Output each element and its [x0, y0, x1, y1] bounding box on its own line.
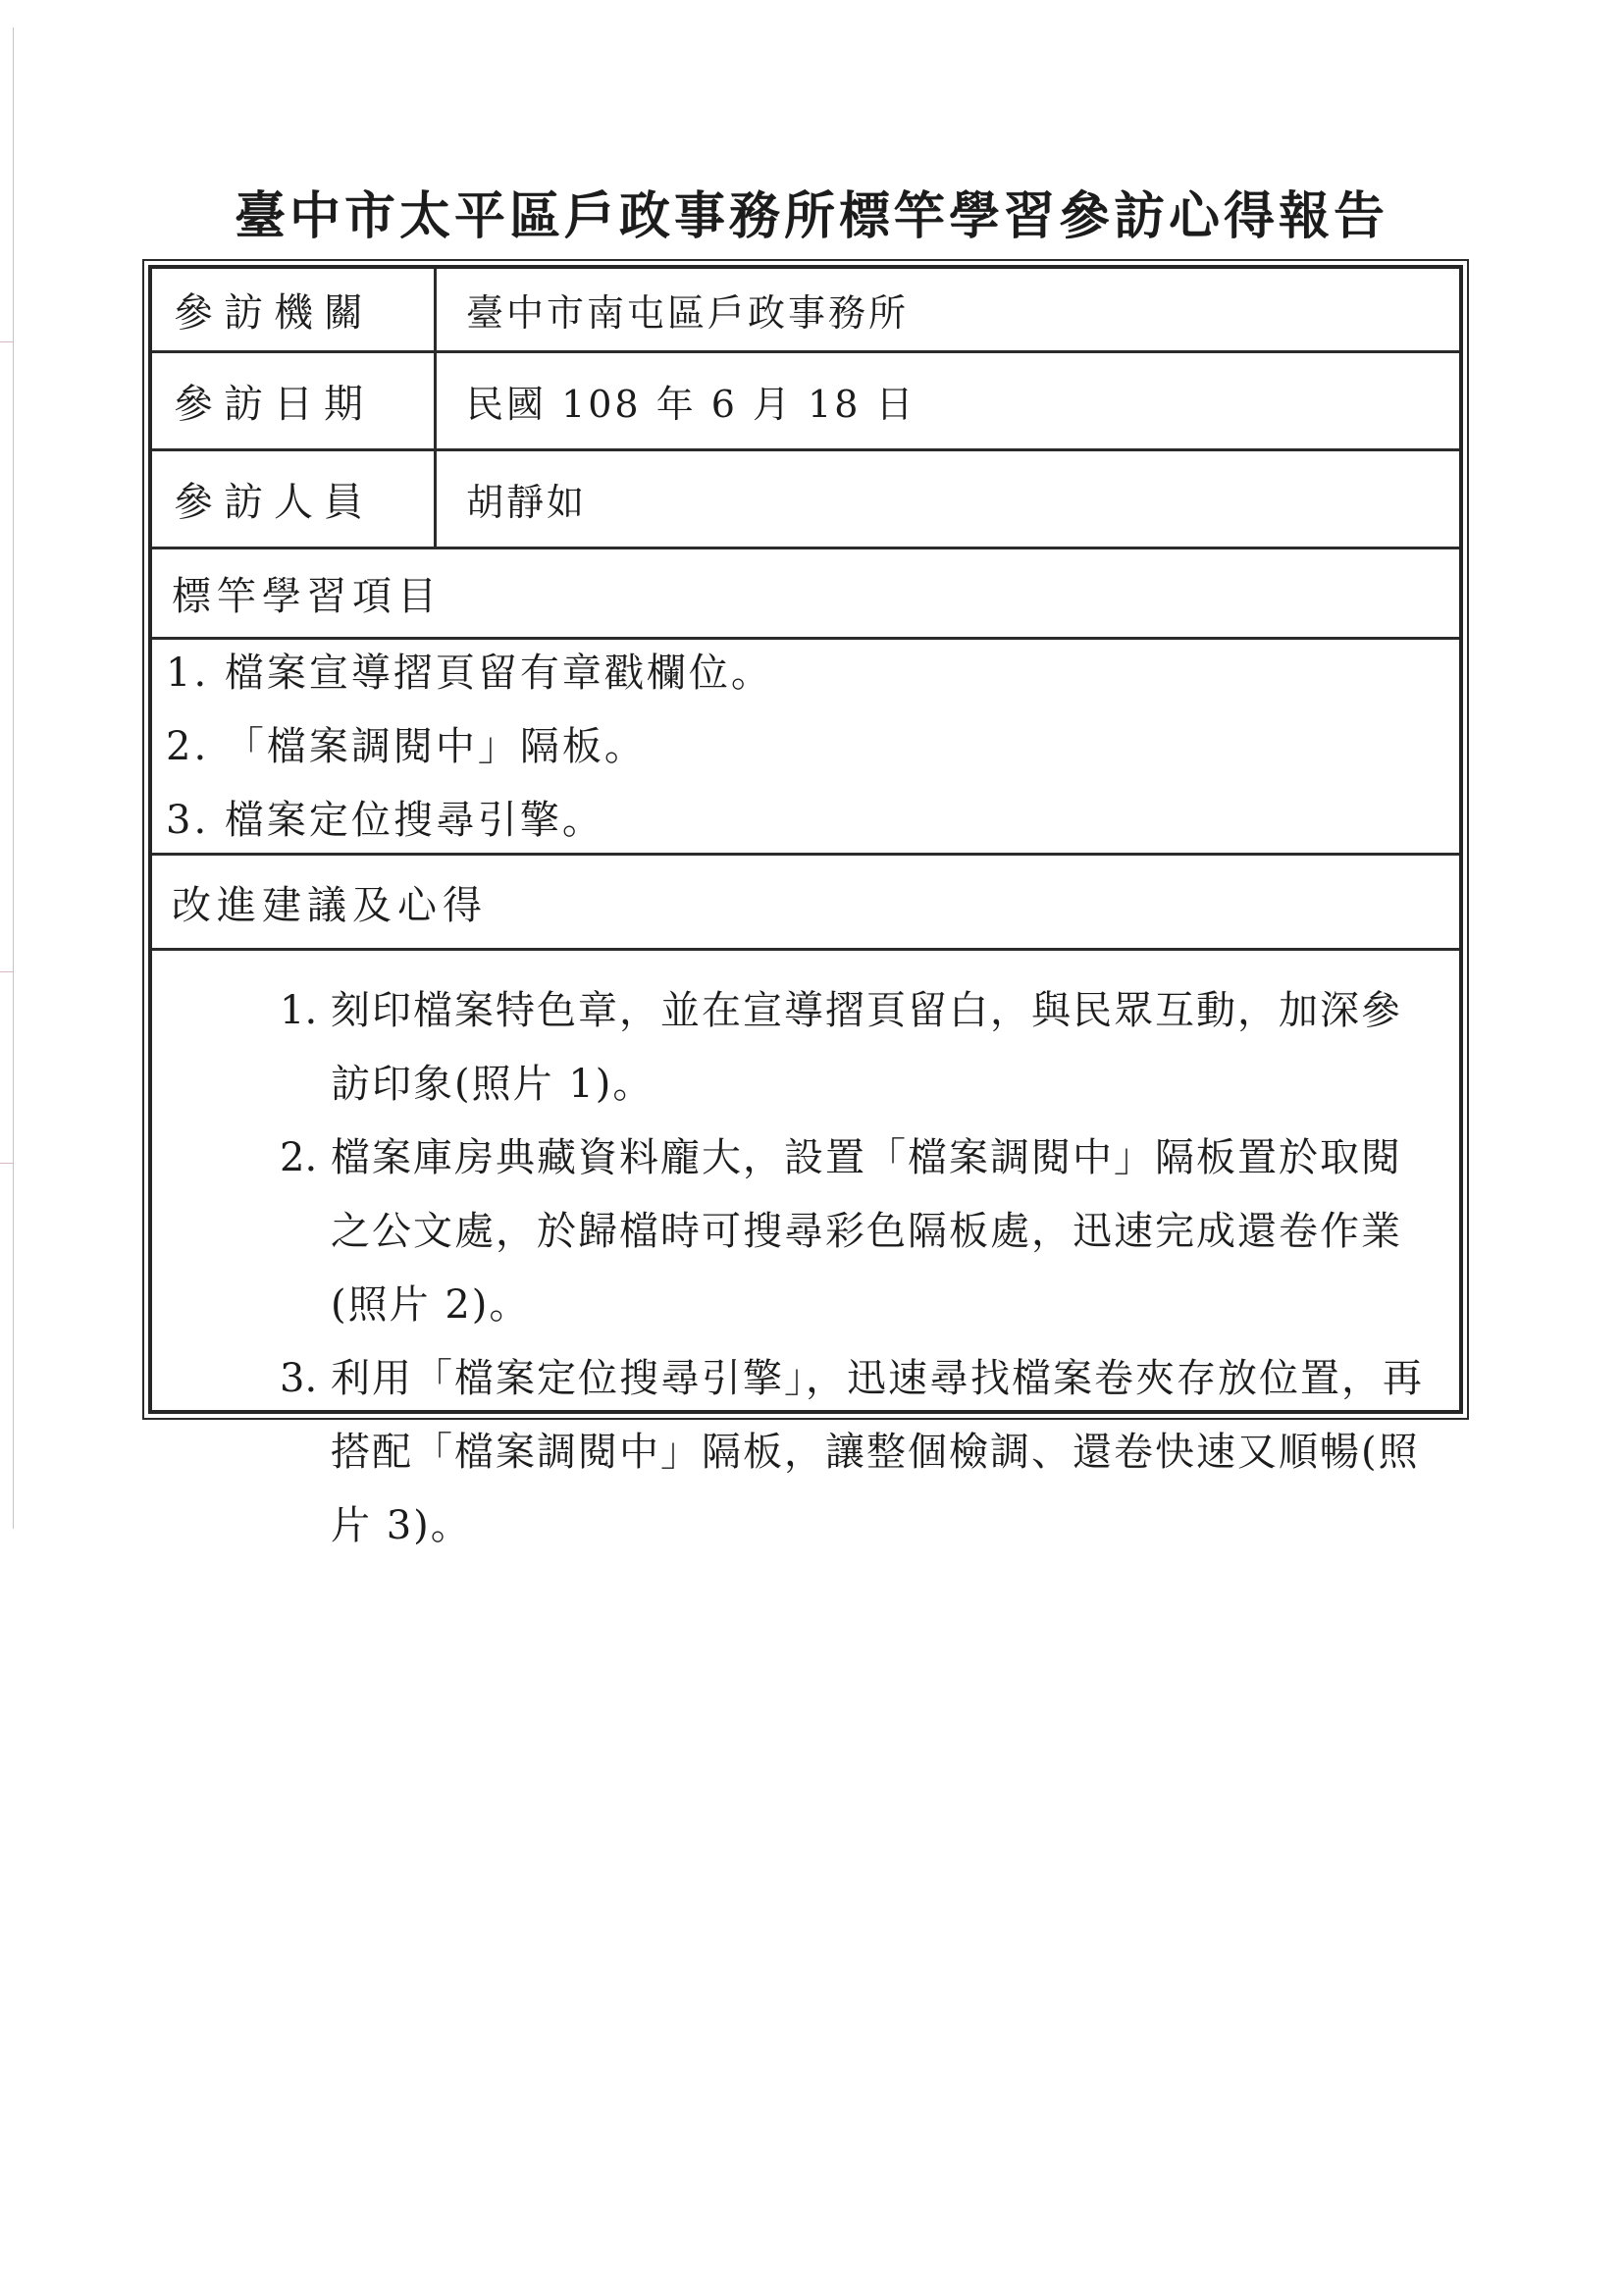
- scan-artifact-tick: [0, 341, 14, 342]
- row-label-visited-agency: 參訪機關: [152, 269, 437, 350]
- suggestion-section-header: 改進建議及心得: [172, 882, 488, 928]
- suggestion-item: [280, 974, 1441, 1122]
- benchmark-item: 2. 「檔案調閱中」隔板。: [166, 724, 647, 769]
- row-value-visited-agency: 臺中市南屯區戶政事務所: [466, 291, 910, 335]
- suggestion-item: [280, 1342, 1441, 1563]
- page-title: 臺中市太平區戶政事務所標竿學習參訪心得報告: [234, 186, 1388, 246]
- suggestion-item-text: 檔案庫房典藏資料龐大，設置「檔案調閱中」隔板置於取閱之公文處，於歸檔時可搜尋彩色隔板處，迅速完成還卷作業(照片 2)。: [331, 1135, 1402, 1328]
- benchmark-item: 3. 檔案定位搜尋引擎。: [166, 798, 604, 843]
- table-row-visited-agency: [152, 269, 1459, 353]
- benchmark-item-list: [152, 640, 1459, 853]
- table-row-benchmark-header: [152, 549, 1459, 640]
- table-row-suggestion-items: [152, 951, 1459, 1548]
- row-value-visit-date: 民國 108 年 6 月 18 日: [466, 383, 916, 426]
- table-row-benchmark-items: [152, 640, 1459, 856]
- suggestion-item-list: [152, 951, 1459, 1548]
- scan-artifact-tick: [0, 1163, 14, 1164]
- scan-artifact-tick: [0, 971, 14, 972]
- suggestion-item-text: 利用「檔案定位搜尋引擎」，迅速尋找檔案卷夾存放位置，再搭配「檔案調閱中」隔板，讓整個檢調、還卷快速又順暢(照片 3)。: [331, 1356, 1424, 1548]
- table-row-visitors: [152, 451, 1459, 549]
- suggestion-item-number: 3.: [280, 1356, 318, 1401]
- row-label-visitors: 參訪人員: [152, 451, 437, 547]
- suggestion-item: [280, 1122, 1441, 1342]
- row-value-visitors: 胡靜如: [466, 481, 588, 524]
- scan-artifact-line: [13, 27, 14, 1529]
- report-table-inner: [148, 265, 1463, 1548]
- suggestion-item-text: 刻印檔案特色章，並在宣導摺頁留白，與民眾互動，加深參訪印象(照片 1)。: [331, 988, 1402, 1107]
- suggestion-item-number: 1.: [280, 988, 318, 1033]
- benchmark-item: 1. 檔案宣導摺頁留有章戳欄位。: [166, 651, 773, 696]
- benchmark-section-header: 標竿學習項目: [172, 574, 443, 619]
- table-row-suggestion-header: [152, 856, 1459, 951]
- report-table: [142, 259, 1469, 1548]
- table-row-visit-date: [152, 353, 1459, 451]
- row-label-visit-date: 參訪日期: [152, 353, 437, 448]
- suggestion-item-number: 2.: [280, 1135, 318, 1180]
